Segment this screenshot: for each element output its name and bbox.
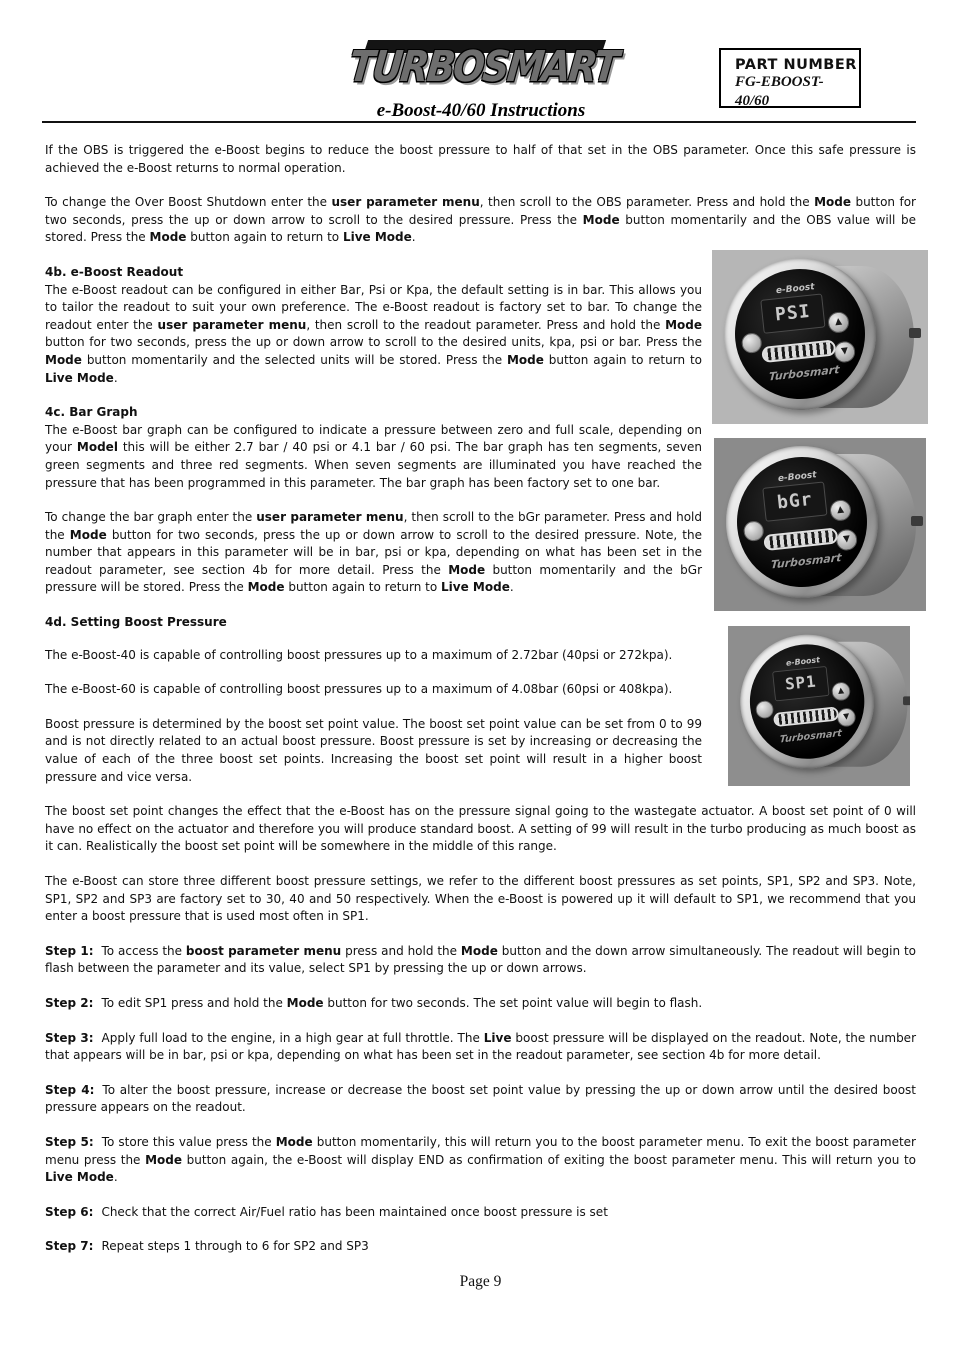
up-arrow-icon: ▲ xyxy=(827,311,850,334)
mode-button-icon xyxy=(741,332,763,354)
part-number-value-line2: 40/60 xyxy=(735,93,770,108)
step-1-text: To access the boost parameter menu press and hold the Mode button and the down arrow simultaneously. The readout will begin to flash between the parameter and its value, select SP1 by pressing the up or down arrows. xyxy=(45,943,916,976)
paragraph-4d-setpoint-value: Boost pressure is determined by the boost set point value. The boost set point value can be set from 0 to 99 and is not directly related to an actual boost pressure. Boost pressure is set by increasing or decreasing the value of each of the three boost set points. Increasing the boost set point will result in a higher boost pressure and vice versa. xyxy=(45,716,702,784)
gauge-logo-text: Turbosmart xyxy=(768,363,840,384)
step-7-label: Step 7: xyxy=(45,1239,94,1254)
gauge-illustration xyxy=(730,628,890,769)
step-4 xyxy=(45,1082,916,1117)
gauge-photo-column xyxy=(712,250,928,786)
document-title: e-Boost-40/60 Instructions xyxy=(376,100,586,121)
step-2-label: Step 2: xyxy=(45,995,94,1010)
step-2 xyxy=(45,995,916,1013)
step-6-label: Step 6: xyxy=(45,1204,94,1219)
step-5-text: To store this value press the Mode button momentarily, this will return you to the boost parameter menu. To exit the boost parameter menu press the Mode button again, the e-Boost will display END as confirmation of exiting the boost parameter menu. This will return you to Live Mode. xyxy=(45,1134,916,1185)
down-arrow-icon: ▼ xyxy=(835,528,858,551)
step-6-text: Check that the correct Air/Fuel ratio has been maintained once boost pressure is set xyxy=(101,1204,608,1219)
paragraph-4d-eboost60-max: The e-Boost-60 is capable of controlling boost pressures up to a maximum of 4.08bar (60psi or 408kpa). xyxy=(45,682,673,697)
step-4-label: Step 4: xyxy=(45,1082,95,1097)
paragraph-4c-bargraph: The e-Boost bar graph can be configured to indicate a pressure between zero and full scale, depending on your Model this will be either 2.7 bar / 40 psi or 4.1 bar / 60 psi. The bar graph has ten segments, seven green segments and three red segments. When seven segments are illuminated you have reached the pressure that has been programmed in this parameter. The bar graph has been factory set to one bar. xyxy=(45,422,702,490)
gauge-brand-label: e-Boost xyxy=(777,470,818,485)
paragraph-4d-setpoint-effect: The boost set point changes the effect that the e-Boost has on the pressure signal going to the wastegate actuator. A boost set point of 0 will have no effect on the actuator and therefore you will produce standard boost. A setting of 99 will result in the turbo producing as much boost as it can. Realistically the boost set point will be somewhere in the middle of this range. xyxy=(45,804,916,854)
step-4-text: To alter the boost pressure, increase or decrease the boost set point value by pressing the up or down arrow until the desired boost pressure appears on the readout. xyxy=(45,1082,916,1115)
step-3-text: Apply full load to the engine, in a high gear at full throttle. The Live boost pressure will be displayed on the readout. Note, the number that appears will be in bar, psi or kpa, depending on what has been set in the readout parameter, see section 4b for more detail. xyxy=(45,1030,916,1063)
gauge-illustration xyxy=(714,438,926,611)
mode-button-icon xyxy=(743,520,765,542)
page-header xyxy=(0,0,954,128)
gauge-fitting xyxy=(903,696,910,705)
step-2-text: To edit SP1 press and hold the Mode button for two seconds. The set point value will begin to flash. xyxy=(101,995,703,1010)
part-number-label: PART NUMBER xyxy=(735,57,857,73)
down-arrow-icon: ▼ xyxy=(836,707,856,727)
up-arrow-icon: ▲ xyxy=(831,681,851,701)
part-number-box xyxy=(719,48,861,108)
section-heading-4b: 4b. e-Boost Readout xyxy=(45,264,184,279)
step-1 xyxy=(45,943,916,978)
gauge-illustration xyxy=(712,250,928,424)
gauge-face xyxy=(731,451,874,594)
step-3-label: Step 3: xyxy=(45,1030,94,1045)
part-number-value-line1: FG-EBOOST- xyxy=(735,74,824,90)
gauge-photo-psi xyxy=(712,250,928,424)
step-1-label: Step 1: xyxy=(45,943,94,958)
turbosmart-logo xyxy=(346,40,620,102)
gauge-bargraph xyxy=(773,706,839,727)
section-heading-4d: 4d. Setting Boost Pressure xyxy=(45,615,227,630)
gauge-brand-label: e-Boost xyxy=(785,656,821,669)
gauge-logo-text: Turbosmart xyxy=(779,727,843,746)
up-arrow-icon: ▲ xyxy=(829,499,852,522)
gauge-fitting xyxy=(909,328,921,338)
gauge-face xyxy=(729,263,872,406)
down-arrow-icon: ▼ xyxy=(833,340,856,363)
paragraph-change-obs: To change the Over Boost Shutdown enter the user parameter menu, then scroll to the OBS parameter. Press and hold the Mode button for two seconds, press the up or down arrow to scroll to the desired pressure. Press the Mode button momentarily and the OBS value will be stored. Press the Mode button again to return to Live Mode. xyxy=(45,195,916,245)
page-body xyxy=(0,128,954,1291)
logo-wordmark: TURBOSMART xyxy=(346,42,620,92)
gauge-brand-label: e-Boost xyxy=(775,282,816,297)
paragraph-4b-readout: The e-Boost readout can be configured in either Bar, Psi or Kpa, the default setting is in bar. This allows you to tailor the readout to suit your own preference. The e-Boost readout is factory set to bar. To change the readout enter the user parameter menu, then scroll to the readout parameter. Press and hold the Mode button for two seconds, press the up or down arrow to scroll to the desired units, kpa, psi or bar. Press the Mode button momentarily and the selected units will be stored. Press the Mode button again to return to Live Mode. xyxy=(45,282,702,385)
step-3 xyxy=(45,1030,916,1065)
paragraph-4d-three-setpoints: The e-Boost can store three different boost pressure settings, we refer to the different boost pressures as set points, SP1, SP2 and SP3. Note, SP1, SP2 and SP3 are factory set to 30, 40 and 50 respectively. When the e-Boost is powered up it will default to SP1, we recommend that you enter a boost pressure that is used most often in SP1. xyxy=(45,874,916,924)
paragraph-obs-shutdown: If the OBS is triggered the e-Boost begins to reduce the boost pressure to half of that set in the OBS parameter. Once this safe pressure is achieved the e-Boost returns to normal operation. xyxy=(45,143,916,175)
header-divider xyxy=(42,121,916,123)
gauge-fitting xyxy=(911,516,923,526)
paragraph-4c-change-bargraph: To change the bar graph enter the user parameter menu, then scroll to the bGr parameter. Press and hold the Mode button for two seconds, press the up or down arrow to scroll to the desired pressure. Note, the number that appears in this parameter will be in bar, psi or kpa, depending on what has been set in the readout parameter, see section 4b for more detail. Press the Mode button momentarily and the bGr pressure will be stored. Press the Mode button again to return to Live Mode. xyxy=(45,510,703,595)
section-heading-4c: 4c. Bar Graph xyxy=(45,405,138,420)
step-7 xyxy=(45,1238,916,1256)
mode-button-icon xyxy=(755,700,774,719)
gauge-photo-bgr xyxy=(714,438,926,611)
gauge-bargraph xyxy=(763,527,838,551)
gauge-display-readout: bGr xyxy=(762,481,827,521)
paragraph-4d-eboost40-max: The e-Boost-40 is capable of controlling boost pressures up to a maximum of 2.72bar (40psi or 272kpa). xyxy=(45,647,673,662)
step-5 xyxy=(45,1134,916,1187)
gauge-face xyxy=(744,639,870,765)
step-6 xyxy=(45,1204,916,1222)
gauge-display-readout: PSI xyxy=(760,293,825,333)
gauge-photo-sp1 xyxy=(728,626,910,786)
step-7-text: Repeat steps 1 through to 6 for SP2 and SP3 xyxy=(101,1239,369,1254)
step-5-label: Step 5: xyxy=(45,1134,94,1149)
page-number: Page 9 xyxy=(459,1272,502,1290)
gauge-bargraph xyxy=(761,339,836,363)
gauge-logo-text: Turbosmart xyxy=(770,551,842,572)
gauge-display-readout: SP1 xyxy=(772,666,829,701)
